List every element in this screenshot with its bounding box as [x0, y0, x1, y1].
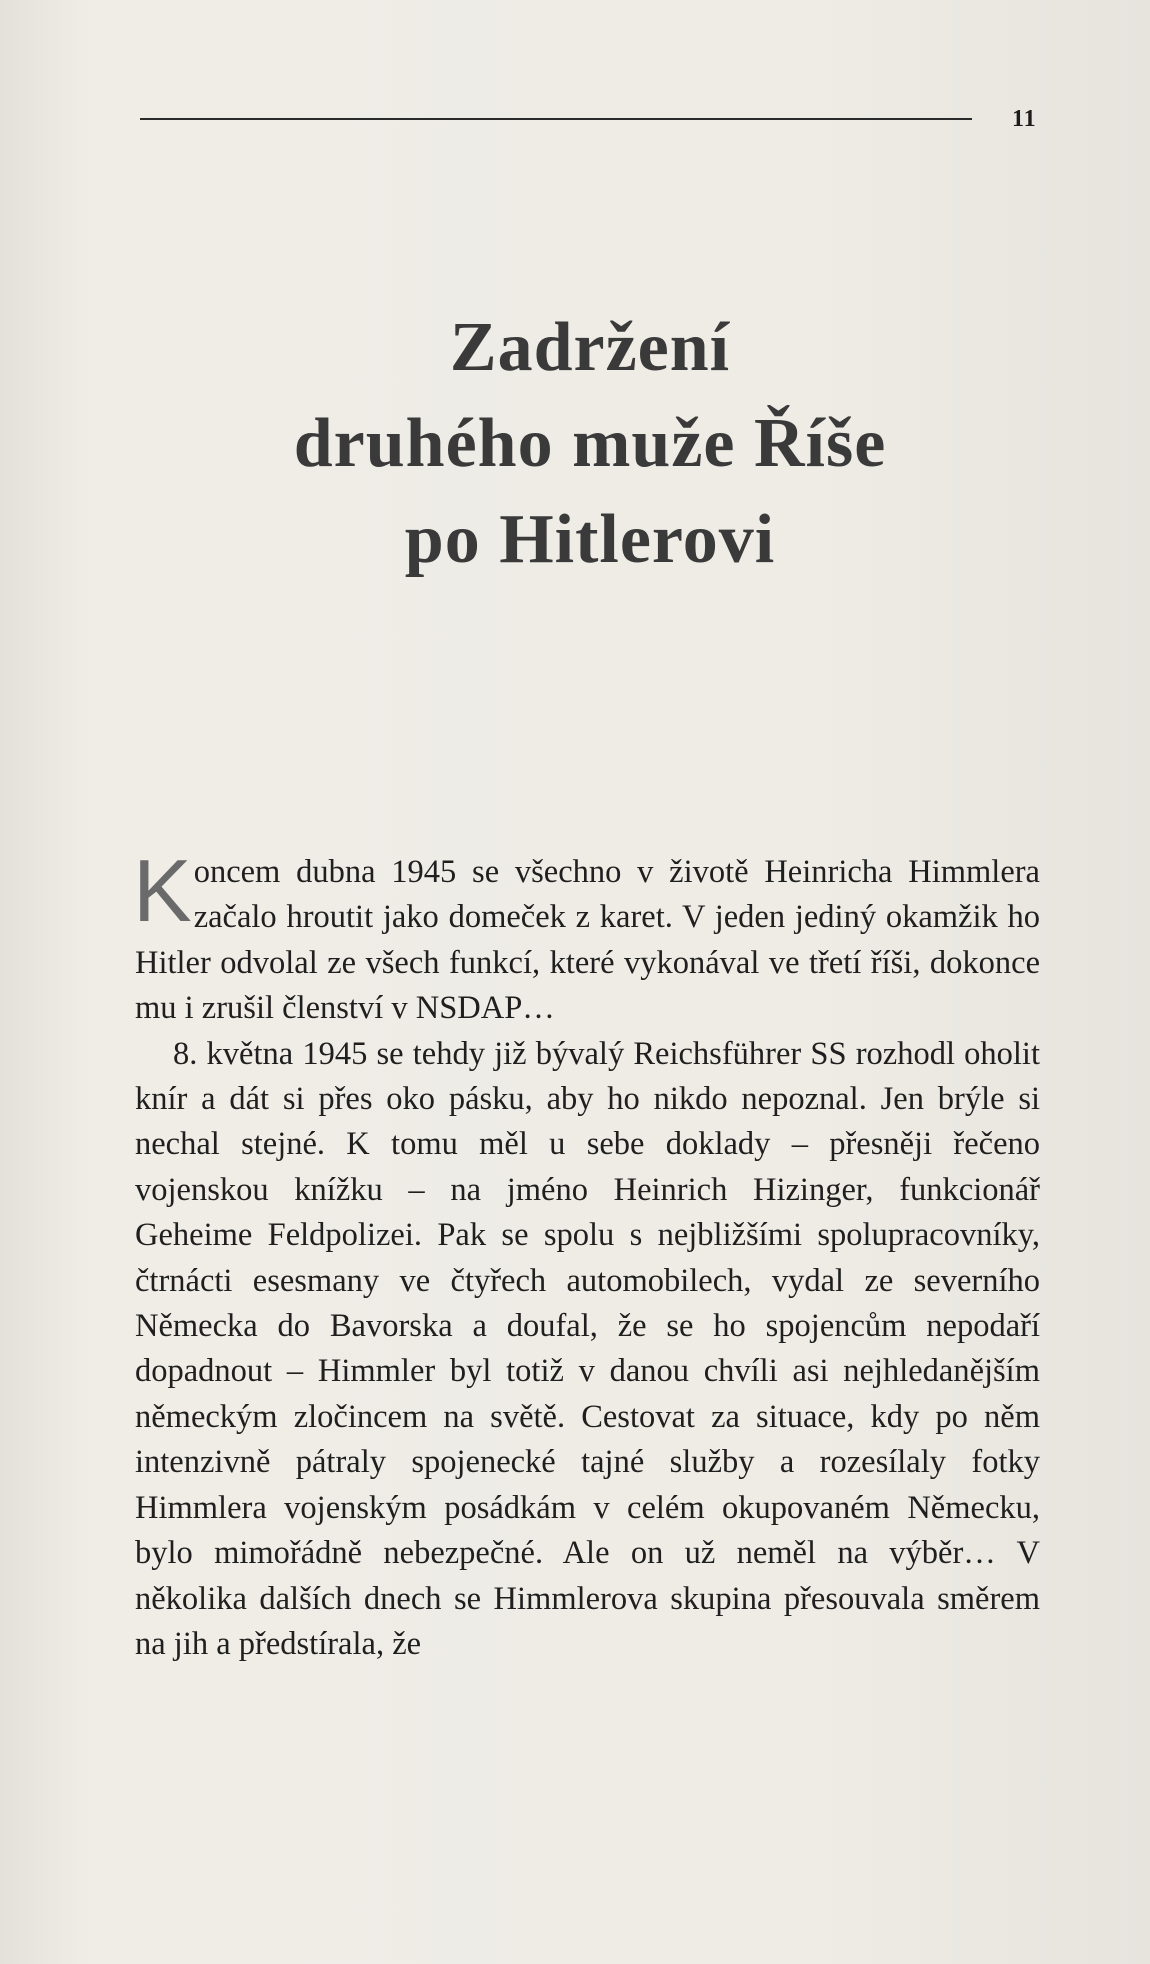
header-rule [140, 118, 972, 120]
chapter-title [100, 300, 1080, 588]
drop-cap: K [133, 841, 192, 940]
page-number: 11 [1012, 106, 1037, 132]
paragraph-1 [133, 841, 1040, 1032]
paragraph-2 [135, 1032, 1040, 1668]
chapter-title-line-1: Zadržení [449, 309, 731, 386]
chapter-title-line-3: po Hitlerovi [404, 501, 776, 578]
body-text [133, 841, 1040, 1667]
chapter-title-line-2: druhého muže Říše [293, 405, 887, 482]
paragraph-2-text: 8. května 1945 se tehdy již bývalý Reichsführer SS rozhodl oholit knír a dát si přes oko pásku, aby ho nikdo nepoznal. Jen brýle si nechal stejné. K tomu měl u sebe doklady – přesněji řečeno vojenskou knížku – na jméno Heinrich Hizinger, funkcionář Geheime Feldpolizei. Pak se spolu s nejbližšími spolupracovníky, čtrnácti esesmany ve čtyřech automobilech, vydal ze severního Německa do Bavorska a doufal, že se ho spojencům nepodaří dopadnout – Himmler byl totiž v danou chvíli asi nejhledanějším německým zločincem na světě. Cestovat za situace, kdy po něm intenzivně pátraly spojenecké tajné služby a rozesílaly fotky Himmlera vojenským posádkám v celém okupovaném Německu, bylo mimořádně nebezpečné. Ale on už neměl na výběr… V několika dalších dnech se Himmlerova skupina přesouvala směrem na jih a předstírala, že [135, 1035, 1040, 1662]
paragraph-1-text: oncem dubna 1945 se všechno v životě Heinricha Himmlera začalo hroutit jako domeček z karet. V jeden jediný okamžik ho Hitler odvolal ze všech funkcí, které vykonával ve třetí říši, dokonce mu i zrušil členství v NSDAP… [135, 854, 1040, 1027]
